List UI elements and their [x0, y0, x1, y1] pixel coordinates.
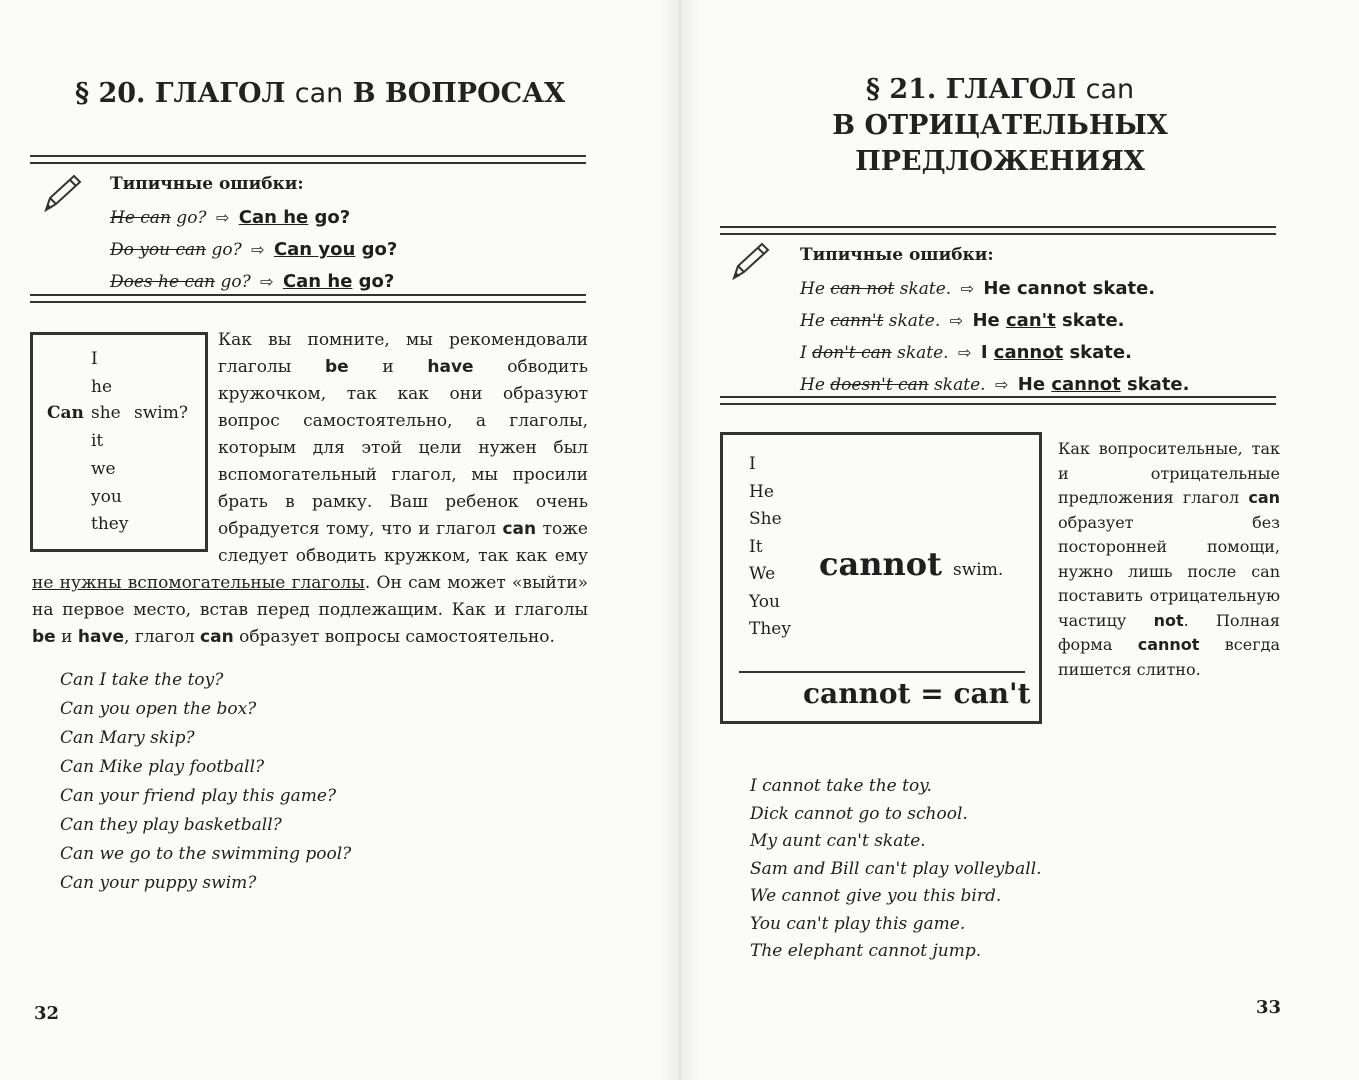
left-title-suffix: В ВОПРОСАХ	[352, 78, 566, 109]
cannot-large: cannot swim.	[819, 545, 1004, 583]
error-line: He doesn't can skate. ⇨ He cannot skate.	[800, 374, 1190, 395]
left-title-prefix: § 20. ГЛАГОЛ	[74, 78, 286, 109]
right-mid-rule	[720, 396, 1276, 405]
left-top-rule	[30, 155, 586, 164]
pronoun: she	[91, 403, 121, 423]
pencil-icon	[40, 172, 84, 216]
pronoun: they	[91, 514, 129, 534]
negative-pronoun-box	[720, 432, 1042, 724]
error-line: Do you can go? ⇨ Can you go?	[110, 239, 398, 260]
pronoun: He	[749, 481, 774, 502]
errors-heading: Типичные ошибки:	[800, 245, 994, 265]
left-typical-errors	[110, 172, 397, 298]
left-title-keyword: can	[294, 78, 344, 109]
pronoun: we	[91, 459, 116, 479]
box-tail: swim?	[134, 403, 188, 423]
arrow-icon: ⇨	[215, 208, 230, 227]
example-sentence: Can Mary skip?	[60, 728, 195, 748]
example-sentence: Can your friend play this game?	[60, 786, 337, 806]
left-examples-list	[60, 666, 351, 898]
correct-form: Can he	[238, 207, 309, 228]
example-sentence: Can I take the toy?	[60, 670, 224, 690]
example-sentence: Sam and Bill can't play volleyball.	[750, 858, 1042, 879]
wrong-form: don't can	[812, 343, 892, 363]
example-sentence: Can we go to the swimming pool?	[60, 844, 352, 864]
error-line: He cann't skate. ⇨ He can't skate.	[800, 310, 1125, 331]
arrow-icon: ⇨	[260, 272, 274, 291]
page-number: 32	[34, 1003, 60, 1024]
left-mid-rule	[30, 294, 586, 303]
example-sentence: I cannot take the toy.	[750, 776, 932, 796]
pronoun: We	[749, 564, 776, 584]
arrow-icon: ⇨	[958, 343, 972, 362]
wrong-form: cann't	[830, 311, 884, 331]
error-line: Does he can go? ⇨ Can he go?	[110, 271, 395, 292]
box-tail: swim.	[953, 560, 1004, 580]
right-page	[680, 0, 1359, 1080]
arrow-icon: ⇨	[251, 240, 265, 259]
error-line: I don't can skate. ⇨ I cannot skate.	[800, 342, 1132, 363]
example-sentence: My aunt can't skate.	[750, 831, 926, 851]
pronoun-column	[749, 451, 791, 644]
left-paragraph: Как вы помните, мы рекомендовали глаголы be и have обводить кружочком, так как они образуют вопрос самостоятельно, а глаголы, которым для этой цели нужен был вспомогательный глагол, мы просили брать в рамку. Ваш ребенок очень обрадуется тому, что и глагол can тоже следует обводить кружком, так как ему не нужны вспомогательные глаголы. Он сам может «выйти» на первое место, встав перед подлежащим. Как и глаголы be и have, глагол can образует вопросы самостоятельно.	[32, 330, 589, 647]
correct-form: can't	[1006, 310, 1056, 331]
wrong-form: Does he can	[110, 272, 216, 292]
correct-form: Can he	[282, 271, 353, 292]
arrow-icon: ⇨	[960, 279, 975, 298]
error-line: He can go? ⇨ Can he go?	[110, 207, 351, 228]
right-section-title	[710, 72, 1290, 180]
right-examples-list	[750, 773, 1042, 966]
page-number: 33	[1256, 997, 1282, 1018]
example-sentence: Can they play basketball?	[60, 815, 282, 835]
example-sentence: We cannot give you this bird.	[750, 886, 1002, 906]
pronoun: it	[91, 431, 104, 451]
pronoun: It	[749, 536, 763, 557]
pronoun: I	[91, 349, 98, 369]
wrong-form: Do you can	[110, 240, 207, 260]
pencil-icon	[728, 240, 772, 284]
pronoun: he	[91, 377, 113, 397]
arrow-icon: ⇨	[949, 311, 964, 330]
right-paragraph: Как вопросительные, так и отрицательные предложения глагол can образует без посторонней помощи, нужно лишь после can поставить отрицательную частицу not. Полная форма cannot всегда пишется слитно.	[1058, 439, 1280, 679]
box-verb: Can	[47, 403, 84, 423]
correct-form: cannot	[1051, 374, 1121, 395]
example-sentence: Dick cannot go to school.	[750, 803, 968, 824]
errors-heading: Типичные ошибки:	[110, 174, 304, 194]
right-title-prefix: § 21. ГЛАГОЛ	[865, 74, 1077, 105]
left-section-title	[40, 76, 600, 112]
right-typical-errors	[800, 243, 1189, 401]
box-divider	[739, 671, 1025, 673]
wrong-form: doesn't can	[830, 375, 929, 395]
right-title-keyword: can	[1085, 74, 1135, 105]
pronoun: They	[749, 619, 791, 639]
pronoun: I	[749, 454, 756, 474]
pronoun: She	[749, 509, 782, 529]
right-top-rule	[720, 226, 1276, 235]
pronoun: You	[749, 591, 780, 612]
error-line: He can not skate. ⇨ He cannot skate.	[800, 278, 1156, 299]
contraction-equation: cannot = can't	[803, 677, 1031, 710]
example-sentence: Can Mike play football?	[60, 757, 265, 777]
example-sentence: Can you open the box?	[60, 699, 257, 719]
example-sentence: You can't play this game.	[750, 913, 966, 934]
wrong-form: can not	[830, 279, 895, 299]
pronoun: you	[91, 487, 122, 507]
wrong-form: He can	[110, 208, 171, 228]
right-title-line2: В ОТРИЦАТЕЛЬНЫХ	[832, 110, 1168, 141]
correct-form: Can you	[273, 239, 356, 260]
example-sentence: Can your puppy swim?	[60, 873, 257, 893]
arrow-icon: ⇨	[994, 375, 1009, 394]
example-sentence: The elephant cannot jump.	[750, 941, 982, 961]
correct-form: cannot	[993, 342, 1064, 363]
right-title-line3: ПРЕДЛОЖЕНИЯХ	[855, 146, 1145, 177]
